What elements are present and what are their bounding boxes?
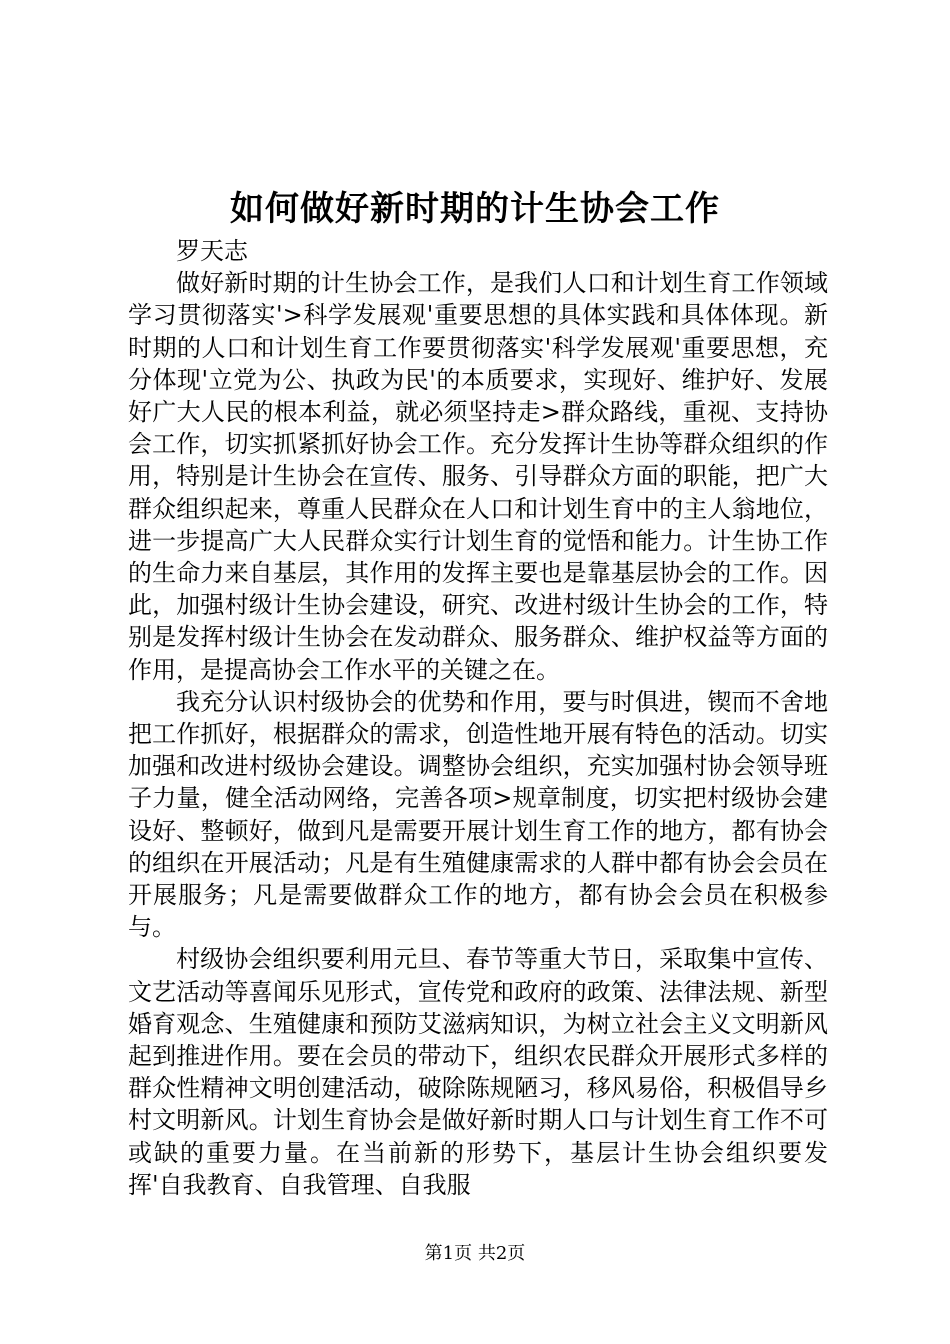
paragraph-1: 做好新时期的计生协会工作，是我们人口和计划生育工作领域学习贯彻落实'>科学发展观'重要思想的具体实践和具体体现。新时期的人口和计划生育工作要贯彻落实'科学发展观'重要思想，充分体现'立党为公、执政为民'的本质要求，实现好、维护好、发展好广大人民的根本利益，就必须坚持走>群众路线，重视、支持协会工作，切实抓紧抓好协会工作。充分发挥计生协等群众组织的作用，特别是计生协会在宣传、服务、引导群众方面的职能，把广大群众组织起来，尊重人民群众在人口和计划生育中的主人翁地位，进一步提高广大人民群众实行计划生育的觉悟和能力。计生协工作的生命力来自基层，其作用的发挥主要也是靠基层协会的工作。因此，加强村级计生协会建设，研究、改进村级计生协会的工作，特别是发挥村级计生协会在发动群众、服务群众、维护权益等方面的作用，是提高协会工作水平的关键之在。 — [128, 269, 828, 684]
paragraph-2: 我充分认识村级协会的优势和作用，要与时俱进，锲而不舍地把工作抓好，根据群众的需求，创造性地开展有特色的活动。切实加强和改进村级协会建设。调整协会组织，充实加强村协会领导班子力量，健全活动网络，完善各项>规章制度，切实把村级协会建设好、整顿好，做到凡是需要开展计划生育工作的地方，都有协会的组织在开展活动；凡是有生殖健康需求的人群中都有协会会员在开展服务；凡是需要做群众工作的地方，都有协会会员在积极参与。 — [128, 687, 828, 942]
page-footer: 第1页 共2页 — [424, 1243, 526, 1264]
document-body — [128, 235, 828, 1201]
author-name: 罗天志 — [176, 237, 248, 265]
paragraph-3: 村级协会组织要利用元旦、春节等重大节日，采取集中宣传、文艺活动等喜闻乐见形式，宣传党和政府的政策、法律法规、新型婚育观念、生殖健康和预防艾滋病知识，为树立社会主义文明新风起到推进作用。要在会员的带动下，组织农民群众开展形式多样的群众性精神文明创建活动，破除陈规陋习，移风易俗，积极倡导乡村文明新风。计划生育协会是做好新时期人口与计划生育工作不可或缺的重要力量。在当前新的形势下，基层计生协会组织要发挥'自我教育、自我管理、自我服 — [128, 945, 828, 1199]
document-title: 如何做好新时期的计生协会工作 — [230, 189, 720, 229]
